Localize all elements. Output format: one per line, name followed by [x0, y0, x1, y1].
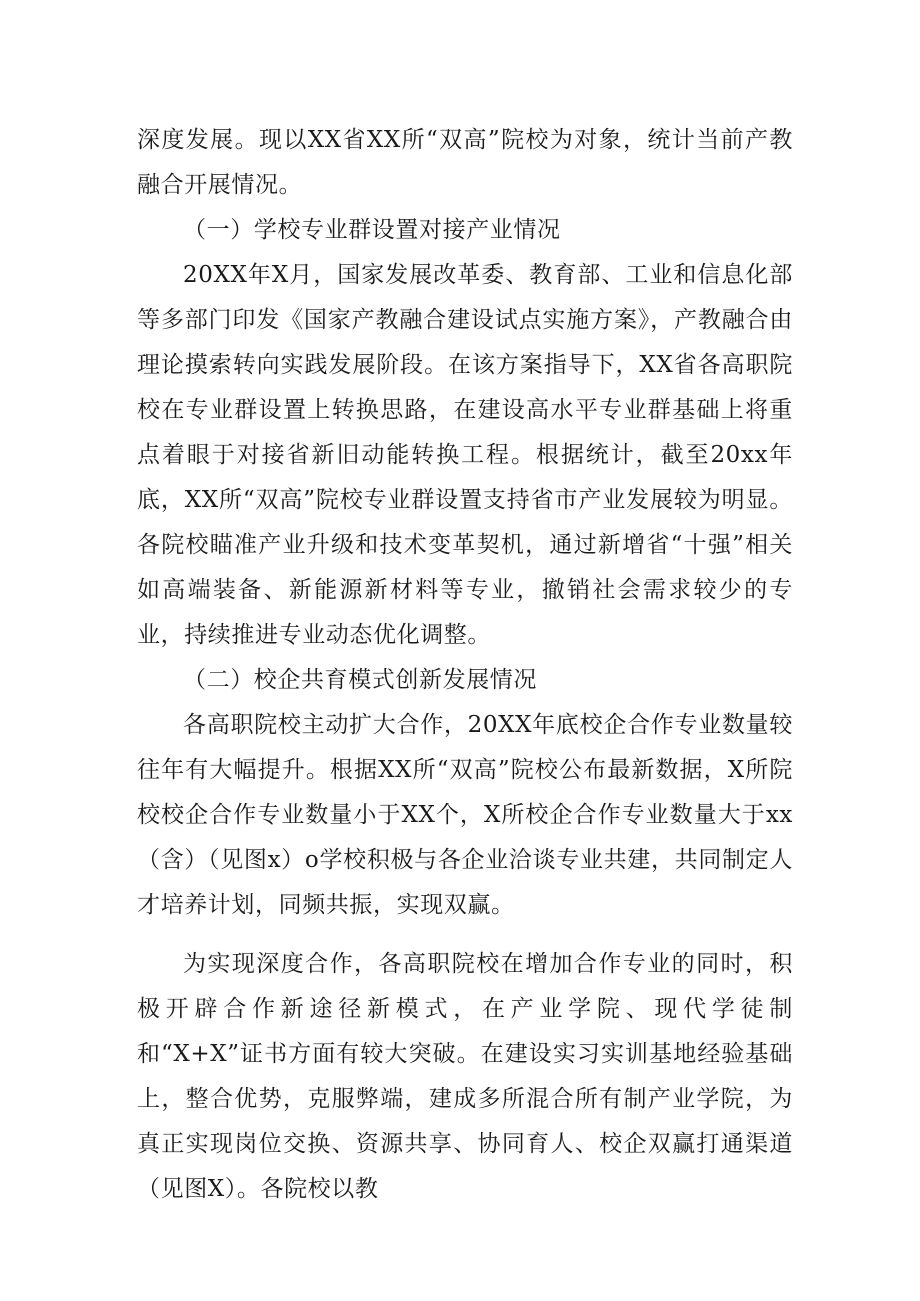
document-body [137, 118, 793, 1212]
paragraph-body: 各高职院校主动扩大合作，20XX年底校企合作专业数量较往年有大幅提升。根据XX所“双高”院校公布最新数据，X所院校校企合作专业数量小于XX个，X所校企合作专业数量大于xx（含）（见图x）o学校积极与各企业洽谈专业共建，共同制定人才培养计划，同频共振，实现双赢。 [137, 712, 793, 918]
paragraph-continuation: 深度发展。现以XX省XX所“双高”院校为对象，统计当前产教融合开展情况。 [137, 127, 793, 198]
paragraph-body: 为实现深度合作，各高职院校在增加合作专业的同时，积极开辟合作新途径新模式，在产业学院、现代学徒制和“X+X”证书方面有较大突破。在建设实习实训基地经验基础上，整合优势，克服弊端，建成多所混合所有制产业学院，为真正实现岗位交换、资源共享、协同育人、校企双赢打通渠道（见图X）。各院校以教 [137, 951, 793, 1202]
paragraph-body: 20XX年X月，国家发展改革委、教育部、工业和信息化部等多部门印发《国家产教融合建设试点实施方案》，产教融合由理论摸索转向实践发展阶段。在该方案指导下，XX省各高职院校在专业群设置上转换思路，在建设高水平专业群基础上将重点着眼于对接省新旧动能转换工程。根据统计，截至20xx年底，XX所“双高”院校专业群设置支持省市产业发展较为明显。各院校瞄准产业升级和技术变革契机，通过新增省“十强”相关如高端装备、新能源新材料等专业，撤销社会需求较少的专业，持续推进专业动态优化调整。 [137, 262, 793, 648]
section-heading-1: （一）学校专业群设置对接产业情况 [183, 217, 561, 243]
paragraph-gap [137, 928, 793, 942]
section-heading-2: （二）校企共育模式创新发展情况 [183, 667, 537, 693]
